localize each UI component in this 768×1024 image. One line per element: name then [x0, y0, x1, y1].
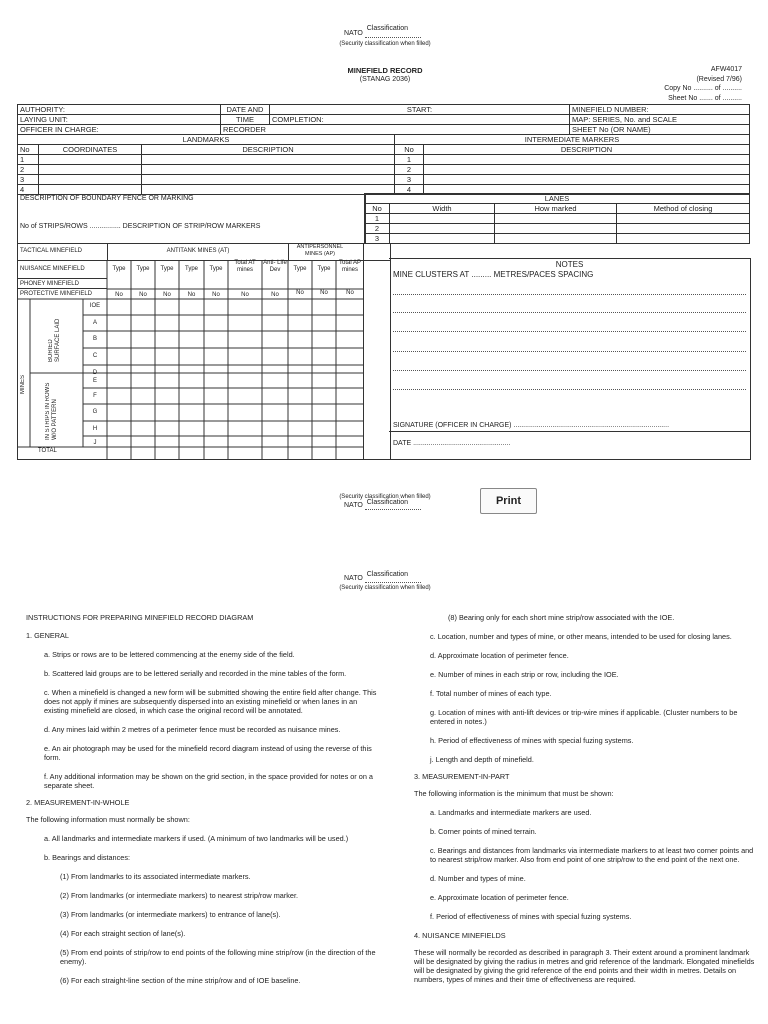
nuisance-label: NUISANCE MINEFIELD — [18, 260, 107, 279]
protective-label: PROTECTIVE MINEFIELD — [20, 291, 93, 297]
form-number: AFW4017 — [710, 66, 742, 73]
section-nuisance: 4. NUISANCE MINEFIELDS — [414, 931, 506, 940]
strips-label: No of STRIPS/ROWS ................ DESCRIPTION OF STRIP/ROW MARKERS — [20, 223, 261, 230]
authority-field[interactable]: AUTHORITY: — [18, 105, 221, 115]
buried-vertical-label: BURIED SURFACE LAID — [48, 318, 61, 362]
classification-field[interactable] — [365, 25, 421, 38]
classification-top — [344, 25, 421, 38]
section-general: 1. GENERAL — [26, 631, 69, 640]
tactical-label: TACTICAL MINEFIELD — [20, 248, 83, 254]
table-row[interactable]: 3 3 — [18, 175, 750, 185]
date-and-label: DATE AND — [221, 105, 270, 115]
type-header: Type — [293, 266, 307, 272]
mines-vertical-label: MINES — [20, 374, 26, 394]
time-label: TIME — [221, 115, 270, 125]
clusters-label: MINE CLUSTERS AT ......... METRES/PACES SPACING — [393, 270, 594, 279]
type-header: Type — [136, 266, 150, 272]
lanes-col-no: No — [365, 204, 390, 214]
no-cell: No — [115, 292, 123, 298]
ioe-label: IOE — [89, 303, 101, 309]
type-header: Type — [317, 266, 331, 272]
table-row[interactable]: 2 2 — [18, 165, 750, 175]
notes-box[interactable] — [389, 258, 751, 460]
no-cell: No — [320, 290, 328, 296]
minefield-number-field[interactable]: MINEFIELD NUMBER: — [570, 105, 750, 115]
sheet-number[interactable]: Sheet No ....... of .......... — [668, 95, 742, 102]
classification-bottom: NATO Classification — [344, 502, 421, 510]
row-letter: J — [93, 440, 97, 446]
landmarks-header: LANDMARKS — [18, 135, 395, 145]
classification-field[interactable]: Classification — [365, 575, 421, 583]
col-no: No — [18, 145, 39, 155]
intermediate-header: INTERMEDIATE MARKERS — [395, 135, 750, 145]
table-row[interactable]: 1 1 — [18, 155, 750, 165]
no-cell: No — [187, 292, 196, 298]
table-row[interactable]: 4 4 — [18, 185, 750, 195]
stanag-ref: (STANAG 2036) — [359, 76, 411, 83]
lanes-table — [364, 193, 750, 244]
row-letter: C — [92, 353, 98, 359]
table-row[interactable]: 2 — [365, 224, 750, 234]
landmarks-table — [17, 134, 750, 195]
page-title: MINEFIELD RECORD — [347, 66, 423, 75]
lanes-header: LANES — [365, 194, 750, 204]
section-measurement-whole: 2. MEASUREMENT-IN-WHOLE — [26, 798, 130, 807]
total-label: TOTAL — [38, 448, 57, 454]
type-header: Type — [184, 266, 198, 272]
lanes-col-how-marked: How marked — [495, 204, 617, 214]
ap-mines-label: ANTIPERSONNEL MINES (AP) — [296, 244, 344, 257]
no-cell: No — [212, 292, 220, 298]
recorder-field[interactable]: RECORDER — [221, 125, 570, 135]
phoney-label: PHONEY MINEFIELD — [18, 279, 107, 289]
classification-word: Classification — [366, 25, 409, 32]
no-cell: No — [139, 292, 147, 298]
date-field[interactable]: DATE .................................................. — [393, 440, 511, 447]
instructions-left: INSTRUCTIONS FOR PREPARING MINEFIELD RECORD DIAGRAM 1. GENERAL a. Strips or rows are to be lettered commencing at the enemy side of the field. b. Scattered laid groups are to be lettered serially and recorded in the mine tables of the form. c. When a minefield is changed a new form will be submitted showing the entire field after change. This does not apply if mines are subsequently dispersed into an existing minefield or when lanes in an existing minefield are closed, in which case the original record will be annotated. d. Any mines laid within 2 metres of a perimeter fence must be recorded as nuisance mines. e. An air photograph may be used for the minefield record diagram instead of using the reverse of this form. f. Any additional information may be shown on the grid section, in the space provided for notes or on a separate sheet. 2. MEASUREMENT-IN-WHOLE The following information must normally be shown: a. All landmarks and intermediate markers if used. (A minimum of two landmarks will be used.) b. Bearings and distances: (1) From landmarks to its associated intermediate markers. (2) From landmarks (or intermediate markers) to nearest strip/row marker. (3) From landmarks (or intermediate markers) to entrance of lane(s). (4) For each straight section of lane(s). (5) From end points of strip/row to end points of the following mine strip/row (in the direction of the enemy). (6) For each straight-line section of the mine strip/row and of IOE baseline. — [26, 613, 382, 985]
type-header: Type — [160, 266, 174, 272]
type-header: Type — [112, 266, 126, 272]
row-letter: A — [92, 320, 97, 326]
mines-table — [17, 243, 391, 460]
nato-label: NATO — [344, 30, 363, 37]
start-field[interactable]: START: — [270, 105, 570, 115]
classification-note-bottom: (Security classification when filled) — [339, 494, 431, 500]
no-cell: No — [163, 292, 171, 298]
copy-number[interactable]: Copy No .......... of .......... — [664, 85, 742, 92]
no-cell: No — [346, 290, 354, 296]
strips-vertical-label: IN STRIPS IN ROWS W/O PATTERN — [45, 382, 58, 440]
no-cell: No — [296, 290, 304, 296]
col-no-2: No — [395, 145, 424, 155]
total-ap-header: Total AP mines — [338, 260, 361, 273]
revised-date: (Revised 7/96) — [696, 76, 742, 83]
row-letter: F — [93, 393, 97, 399]
boundary-label: DESCRIPTION OF BOUNDARY FENCE OR MARKING — [20, 195, 194, 202]
type-header: Type — [209, 266, 223, 272]
section-measurement-part: 3. MEASUREMENT-IN-PART — [414, 772, 510, 781]
row-letter: B — [92, 336, 97, 342]
lanes-col-width: Width — [390, 204, 495, 214]
classification-note: (Security classification when filled) — [339, 41, 431, 47]
at-mines-label: ANTITANK MINES (AT) — [166, 248, 230, 254]
anti-life-header: Anti- Life Dev — [263, 260, 287, 273]
total-at-header: Total AT mines — [234, 260, 256, 273]
col-coordinates: COORDINATES — [39, 145, 142, 155]
col-description-2: DESCRIPTION — [424, 145, 750, 155]
classification-page2: NATO Classification — [344, 575, 421, 583]
laying-unit-field[interactable]: LAYING UNIT: — [18, 115, 221, 125]
no-cell: No — [271, 292, 279, 298]
row-letter: E — [92, 378, 97, 384]
authority-table — [17, 104, 750, 135]
instructions-heading: INSTRUCTIONS FOR PREPARING MINEFIELD RECORD DIAGRAM — [26, 613, 254, 622]
col-description: DESCRIPTION — [142, 145, 395, 155]
map-field[interactable]: MAP: SERIES, No. and SCALE — [570, 115, 750, 125]
table-row[interactable]: 1 — [365, 214, 750, 224]
signature-field[interactable]: SIGNATURE (OFFICER IN CHARGE) ................................................................................ — [393, 422, 670, 429]
row-letter: H — [92, 426, 98, 432]
no-cell: No — [241, 292, 249, 298]
table-row[interactable]: 3 — [365, 234, 750, 244]
print-button[interactable]: Print — [480, 488, 537, 514]
boundary-box[interactable] — [17, 193, 366, 244]
notes-header: NOTES — [555, 260, 584, 269]
completion-field[interactable]: COMPLETION: — [270, 115, 570, 125]
classification-field[interactable]: Classification — [365, 502, 421, 510]
row-letter: D — [92, 370, 98, 376]
sheet-no-field[interactable]: SHEET No (OR NAME) — [570, 125, 750, 135]
lanes-col-method: Method of closing — [617, 204, 750, 214]
row-letter: G — [92, 409, 98, 415]
officer-field[interactable]: OFFICER IN CHARGE: — [18, 125, 221, 135]
instructions-right: (8) Bearing only for each short mine strip/row associated with the IOE. c. Location, number and types of mine, or other means, intended to be used for closing lanes. d. Approximate location of perimeter fence. e. Number of mines in each strip or row, including the IOE. f. Total number of mines of each type. g. Location of mines with anti-lift devices or trip-wire mines if applicable. (Cluster numbers to be entered in notes.) h. Period of effectiveness of mines with special fuzing systems. j. Length and depth of minefield. 3. MEASUREMENT-IN-PART The following information is the minimum that must be shown: a. Landmarks and intermediate markers are used. b. Corner points of mined terrain. c. Bearings and distances from landmarks via intermediate markers to at least two corner points and to nearest strip/row marker. Also from end point of one strip/row to the end point of the next one. d. Number and types of mine. e. Approximate location of perimeter fence. f. Period of effectiveness of mines with special fuzing systems. 4. NUISANCE MINEFIELDS These will normally be recorded as described in paragraph 3. Their extent around a prominent landmark will be designated by giving the radius in metres and grid reference of the landmark. Elongated minefields will be designated by giving the grid reference of the end points and their width in metres. Details on numbers, types of mines and their time of effectiveness are required. — [414, 613, 755, 984]
classification-note-page2: (Security classification when filled) — [339, 585, 431, 591]
